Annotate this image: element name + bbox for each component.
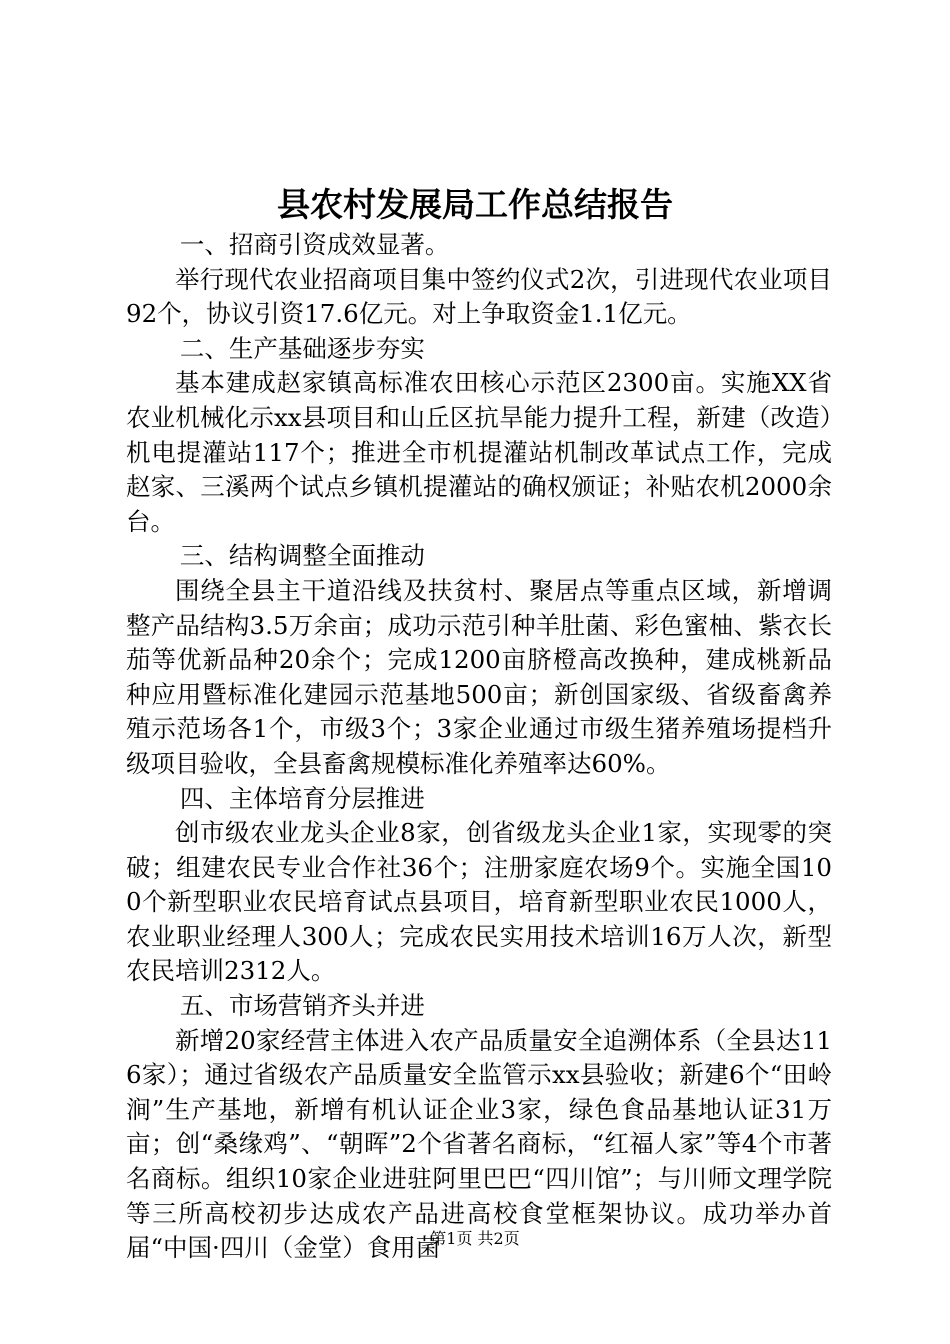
- document-title: 县农村发展局工作总结报告: [277, 185, 673, 224]
- body-paragraph-3: 围绕全县主干道沿线及扶贫村、聚居点等重点区域，新增调整产品结构3.5万余亩；成功示范引种羊肚菌、彩色蜜柚、紫衣长茄等优新品种20余个；完成1200亩脐橙高改换种，建成桃新品种应用暨标准化建园示范基地500亩；新创国家级、省级畜禽养殖示范场各1个，市级3个；3家企业通过市级生猪养殖场提档升级项目验收，全县畜禽规模标准化养殖率达60%。: [126, 575, 832, 778]
- body-paragraph-5: 新增20家经营主体进入农产品质量安全追溯体系（全县达116家）；通过省级农产品质量安全监管示xx县验收；新建6个“田岭涧”生产基地，新增有机认证企业3家，绿色食品基地认证31万亩；创“桑缘鸡”、“朝晖”2个省著名商标，“红福人家”等4个市著名商标。组织10家企业进驻阿里巴巴“四川馆”；与川师文理学院等三所高校初步达成农产品进高校食堂框架协议。成功举办首届“中国·四川（金堂）食用菌: [126, 1025, 832, 1263]
- document-body: [126, 228, 832, 1266]
- section-heading-4: 四、主体培育分层推进: [179, 783, 425, 813]
- section-heading-5: 五、市场营销齐头并进: [179, 991, 425, 1021]
- body-paragraph-1: 举行现代农业招商项目集中签约仪式2次，引进现代农业项目92个，协议引资17.6亿元。对上争取资金1.1亿元。: [126, 264, 832, 329]
- body-paragraph-2: 基本建成赵家镇高标准农田核心示范区2300亩。实施XX省农业机械化示xx县项目和山丘区抗旱能力提升工程，新建（改造）机电提灌站117个；推进全市机提灌站机制改革试点工作，完成赵家、三溪两个试点乡镇机提灌站的确权颁证；补贴农机2000余台。: [126, 368, 832, 536]
- body-paragraph-4: 创市级农业龙头企业8家，创省级龙头企业1家，实现零的突破；组建农民专业合作社36个；注册家庭农场9个。实施全国100个新型职业农民培育试点县项目，培育新型职业农民1000人，农业职业经理人300人；完成农民实用技术培训16万人次，新型农民培训2312人。: [126, 818, 832, 986]
- section-heading-1: 一、招商引资成效显著。: [179, 230, 450, 259]
- section-heading-2: 二、生产基础逐步夯实: [179, 333, 425, 363]
- page-number-footer: 第1页 共2页: [430, 1229, 520, 1248]
- section-heading-3: 三、结构调整全面推动: [179, 541, 425, 571]
